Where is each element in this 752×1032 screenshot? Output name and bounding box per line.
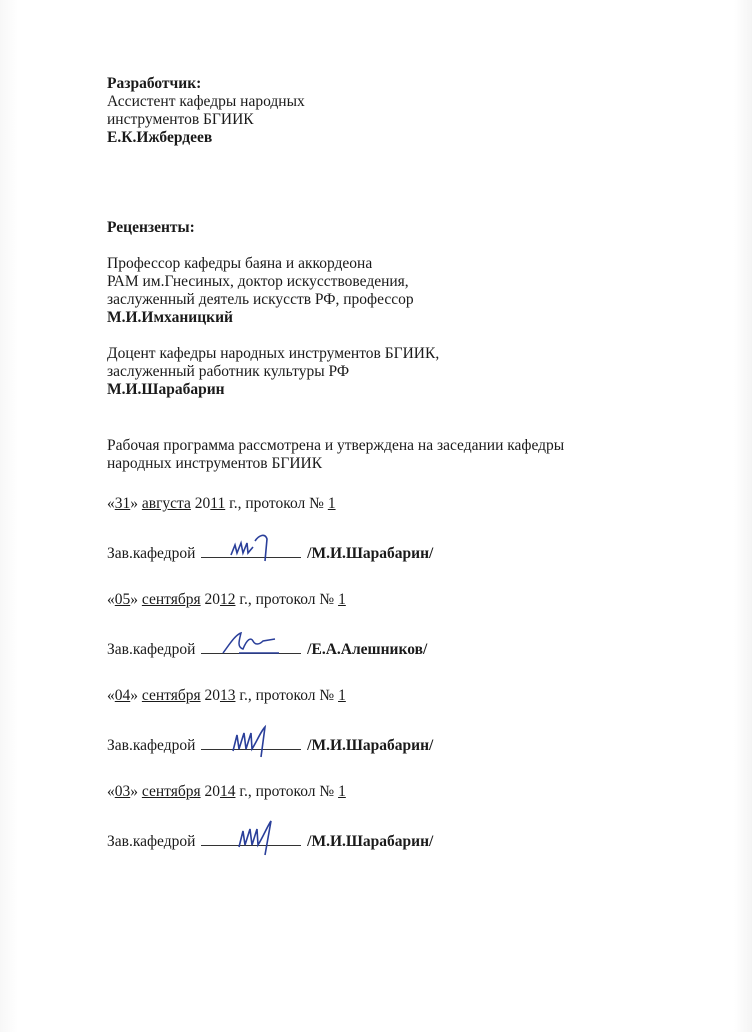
sign-row-2011 bbox=[107, 543, 707, 561]
approval-date-2012: «05» сентября 2012 г., протокол № 1 bbox=[107, 591, 346, 608]
approval-date-2013: «04» сентября 2013 г., протокол № 1 bbox=[107, 687, 346, 704]
signature-line bbox=[201, 831, 301, 846]
signature-image bbox=[219, 819, 287, 853]
reviewer2-line1: Доцент кафедры народных инструментов БГИИК, bbox=[107, 345, 440, 362]
reviewer2-name: М.И.Шарабарин bbox=[107, 381, 225, 398]
reviewer1-line1: Профессор кафедры баяна и аккордеона bbox=[107, 255, 373, 272]
approval-line2: народных инструментов БГИИК bbox=[107, 455, 323, 472]
signature-line bbox=[201, 639, 301, 654]
document-content bbox=[107, 75, 707, 849]
signature-line bbox=[201, 735, 301, 750]
signature-line bbox=[201, 543, 301, 558]
reviewers-heading: Рецензенты: bbox=[107, 219, 195, 236]
signature-image bbox=[219, 723, 287, 757]
sign-row-2014 bbox=[107, 831, 707, 849]
developer-position-line1: Ассистент кафедры народных bbox=[107, 93, 305, 110]
reviewer2-line2: заслуженный работник культуры РФ bbox=[107, 363, 350, 380]
approval-line1: Рабочая программа рассмотрена и утверждена на заседании кафедры bbox=[107, 437, 565, 454]
approval-date-2014: «03» сентября 2014 г., протокол № 1 bbox=[107, 783, 346, 800]
signer-name: /М.И.Шарабарин/ bbox=[307, 737, 434, 754]
sign-label: Зав.кафедрой bbox=[107, 641, 196, 658]
sign-label: Зав.кафедрой bbox=[107, 545, 196, 562]
signer-name: /Е.А.Алешников/ bbox=[307, 641, 428, 658]
reviewer1-line3: заслуженный деятель искусств РФ, профессор bbox=[107, 291, 414, 308]
developer-heading: Разработчик: bbox=[107, 75, 202, 92]
signer-name: /М.И.Шарабарин/ bbox=[307, 833, 434, 850]
sign-row-2013 bbox=[107, 735, 707, 753]
signer-name: /М.И.Шарабарин/ bbox=[307, 545, 434, 562]
sign-row-2012 bbox=[107, 639, 707, 657]
sign-label: Зав.кафедрой bbox=[107, 737, 196, 754]
approval-date-2011: «31» августа 2011 г., протокол № 1 bbox=[107, 495, 336, 512]
reviewer1-name: М.И.Имханицкий bbox=[107, 309, 233, 326]
sign-label: Зав.кафедрой bbox=[107, 833, 196, 850]
developer-position-line2: инструментов БГИИК bbox=[107, 111, 254, 128]
reviewer1-line2: РАМ им.Гнесиных, доктор искусствоведения, bbox=[107, 273, 409, 290]
signature-image bbox=[219, 531, 287, 565]
signature-image bbox=[219, 627, 287, 661]
developer-name: Е.К.Ижбердеев bbox=[107, 129, 213, 146]
